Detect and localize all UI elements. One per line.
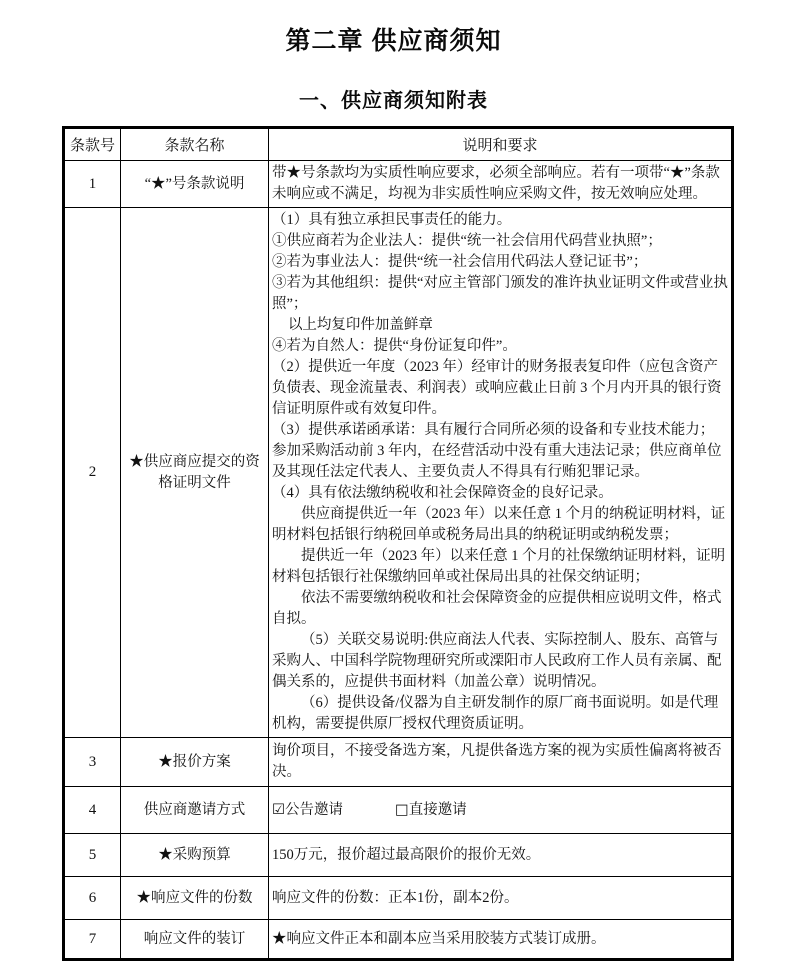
clause-name: ★供应商应提交的资格证明文件 — [121, 208, 269, 738]
clause-number: 1 — [64, 161, 121, 208]
invitation-option-label: 直接邀请 — [408, 801, 467, 818]
header-clause-name: 条款名称 — [121, 128, 269, 161]
supplier-notice-table — [62, 126, 734, 961]
qualification-item: 提供近一年（2023 年）以来任意 1 个月的社保缴纳证明材料，证明材料包括银行社保缴纳回单或社保局出具的社保交纳证明； — [272, 548, 726, 585]
qualification-item: （3）提供承诺函承诺：具有履行合同所必须的设备和专业技术能力；参加采购活动前 3 年内，在经营活动中没有重大违法记录；供应商单位及其现任法定代表人、主要负责人不得具有行贿犯罪记录。 — [272, 422, 722, 480]
clause-description: 150万元，报价超过最高限价的报价无效。 — [269, 834, 733, 877]
qualification-item: ④若为自然人：提供“身份证复印件”。 — [272, 338, 517, 354]
qualification-item: 供应商提供近一年（2023 年）以来任意 1 个月的纳税证明材料，证明材料包括银行纳税回单或税务局出具的纳税证明或纳税发票； — [272, 506, 726, 543]
unchecked-checkbox-icon: □ — [395, 801, 409, 818]
clause-number: 7 — [64, 920, 121, 960]
qualification-item: （5）关联交易说明:供应商法人代表、实际控制人、股东、高管与采购人、中国科学院物理研究所或溧阳市人民政府工作人员有亲属、配偶关系的，应提供书面材料（加盖公章）说明情况。 — [272, 632, 722, 690]
clause-name: ★报价方案 — [121, 738, 269, 787]
clause-number: 3 — [64, 738, 121, 787]
clause-description — [269, 787, 733, 834]
clause-description: 响应文件的份数：正本1份，副本2份。 — [269, 877, 733, 920]
table-row — [64, 208, 733, 738]
clause-number: 4 — [64, 787, 121, 834]
clause-number: 6 — [64, 877, 121, 920]
qualification-item: 以上均复印件加盖鲜章 — [287, 317, 433, 333]
table-row — [64, 834, 733, 877]
clause-description: ★响应文件正本和副本应当采用胶装方式装订成册。 — [269, 920, 733, 960]
table-row — [64, 787, 733, 834]
clause-name: ★响应文件的份数 — [121, 877, 269, 920]
clause-number: 2 — [64, 208, 121, 738]
table-row — [64, 877, 733, 920]
invitation-option-public — [272, 802, 343, 818]
qualification-item: ③若为其他组织：提供“对应主管部门颁发的准许执业证明文件或营业执照”； — [272, 275, 728, 312]
qualification-item: （2）提供近一年度（2023 年）经审计的财务报表复印件（应包含资产负债表、现金流量表、利润表）或响应截止日前 3 个月内开具的银行资信证明原件或有效复印件。 — [272, 359, 722, 417]
qualification-item: ②若为事业法人：提供“统一社会信用代码法人登记证书”； — [272, 254, 648, 270]
table-row — [64, 161, 733, 208]
clause-number: 5 — [64, 834, 121, 877]
invitation-option-direct — [395, 802, 467, 818]
chapter-title: 第二章 供应商须知 — [285, 27, 502, 55]
clause-description: 询价项目，不接受备选方案，凡提供备选方案的视为实质性偏离将被否决。 — [269, 738, 733, 787]
qualification-item: 依法不需要缴纳税收和社会保障资金的应提供相应说明文件，格式自拟。 — [272, 590, 722, 627]
clause-name: ★采购预算 — [121, 834, 269, 877]
checked-checkbox-icon: ☑ — [272, 801, 285, 818]
table-header-row — [64, 128, 733, 161]
invitation-option-label: 公告邀请 — [285, 801, 343, 818]
clause-name: 供应商邀请方式 — [121, 787, 269, 834]
qualification-item: ①供应商若为企业法人：提供“统一社会信用代码营业执照”； — [272, 233, 662, 249]
table-row — [64, 920, 733, 960]
clause-description: 带★号条款均为实质性响应要求，必须全部响应。若有一项带“★”条款未响应或不满足，均视为非实质性响应采购文件，按无效响应处理。 — [269, 161, 733, 208]
table-row — [64, 738, 733, 787]
header-description: 说明和要求 — [269, 128, 733, 161]
header-clause-number: 条款号 — [64, 128, 121, 161]
qualification-item: （1）具有独立承担民事责任的能力。 — [272, 212, 512, 228]
clause-name: “★”号条款说明 — [121, 161, 269, 208]
qualification-item: （4）具有依法缴纳税收和社会保障资金的良好记录。 — [272, 485, 613, 501]
section-subtitle: 一、供应商须知附表 — [299, 90, 488, 112]
qualification-item: （6）提供设备/仪器为自主研发制作的原厂商书面说明。如是代理机构，需要提供原厂授权代理资质证明。 — [272, 695, 719, 732]
clause-name: 响应文件的装订 — [121, 920, 269, 960]
clause-description — [269, 208, 733, 738]
